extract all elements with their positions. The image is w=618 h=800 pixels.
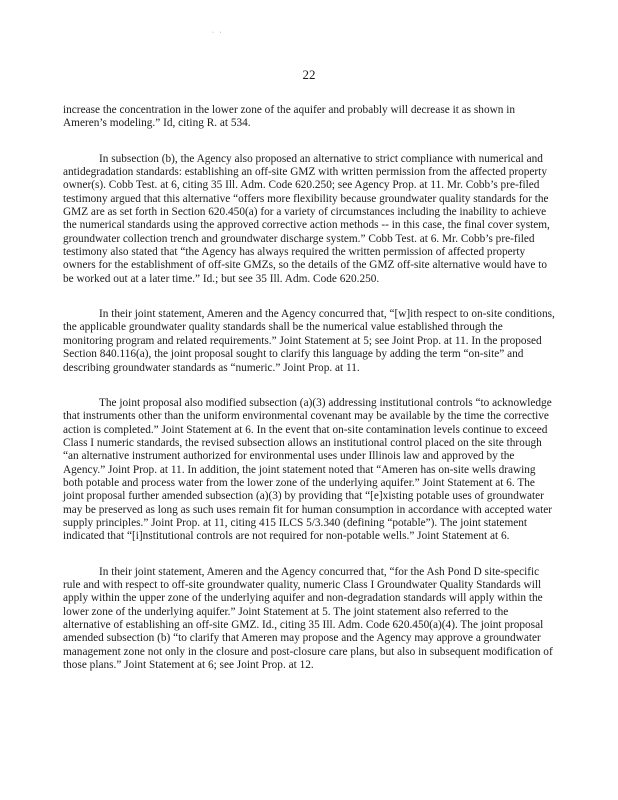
paragraph-joint-statement-offsite: In their joint statement, Ameren and the Agency concurred that, “for the Ash Pond D site-specific rule and with respect to off-site groundwater quality, numeric Class I Groundwater Quality Standards will apply within the upper zone of the underlying aquifer and non-degradation standards will apply within the lower zone of the underlying aquifer.” Joint Statement at 5. The joint statement also referred to the alternative of establishing an off-site GMZ. Id., citing 35 Ill. Adm. Code 620.450(a)(4). The joint proposal amended subsection (b) “to clarify that Ameren may propose and the Agency may approve a groundwater management zone not only in the closure and post-closure care plans, but also in subsequent modification of those plans.” Joint Statement at 6; see Joint Prop. at 12. — [63, 565, 553, 672]
paragraph-continuation: increase the concentration in the lower zone of the aquifer and probably will decrease it as shown in Ameren’s modeling.” Id, citing R. at 534. — [63, 104, 516, 130]
paragraph-institutional-controls: The joint proposal also modified subsection (a)(3) addressing institutional controls “to acknowledge that instruments other than the uniform environmental covenant may be available by the time the corrective action is completed.” Joint Statement at 6. In the event that on-site contamination levels continue to exceed Class I numeric standards, the revised subsection allows an institutional control placed on the site through “an alternative instrument authorized for environmental uses under Illinois law and approved by the Agency.” Joint Prop. at 11. In addition, the joint statement noted that “Ameren has on-site wells drawing both potable and process water from the lower zone of the underlying aquifer.” Joint Statement at 6. The joint proposal further amended subsection (a)(3) by providing that “[e]xisting potable uses of groundwater may be preserved as long as such uses remain fit for human consumption in accordance with accepted water supply principles.” Joint Prop. at 11, citing 415 ILCS 5/3.340 (defining “potable”). The joint statement indicated that “[i]nstitutional controls are not required for non-potable wells.” Joint Statement at 6. — [63, 396, 553, 543]
scan-artifact: · · — [212, 30, 224, 36]
page-number: 22 — [302, 67, 316, 82]
paragraph-subsection-b: In subsection (b), the Agency also proposed an alternative to strict compliance with numerical and antidegradation standards: establishing an off-site GMZ with written permission from the affected property owner(s). Cobb Test. at 6, citing 35 Ill. Adm. Code 620.250; see Agency Prop. at 11. Mr. Cobb’s pre-filed testimony argued that this alternative “offers more flexibility because groundwater quality standards for the GMZ are as set forth in Section 620.450(a) for a variety of circumstances including the inability to achieve the numerical standards using the approved corrective action methods -- in this case, the final cover system, groundwater collection trench and groundwater discharge system.” Cobb Test. at 6. Mr. Cobb’s pre-filed testimony also stated that “the Agency has always required the written permission of affected property owners for the establishment of off-site GMZs, so the details of the GMZ off-site alternative would have to be worked out at a later time.” Id.; but see 35 Ill. Adm. Code 620.250. — [63, 152, 550, 285]
paragraph-joint-statement-onsite: In their joint statement, Ameren and the Agency concurred that, “[w]ith respect to on-site conditions, the applicable groundwater quality standards shall be the numerical value established through the monitoring program and related requirements.” Joint Statement at 5; see Joint Prop. at 11. In the proposed Section 840.116(a), the joint proposal sought to clarify this language by adding the term “on-site” and describing groundwater standards as “numeric.” Joint Prop. at 11. — [63, 308, 555, 374]
document-body — [63, 104, 555, 694]
